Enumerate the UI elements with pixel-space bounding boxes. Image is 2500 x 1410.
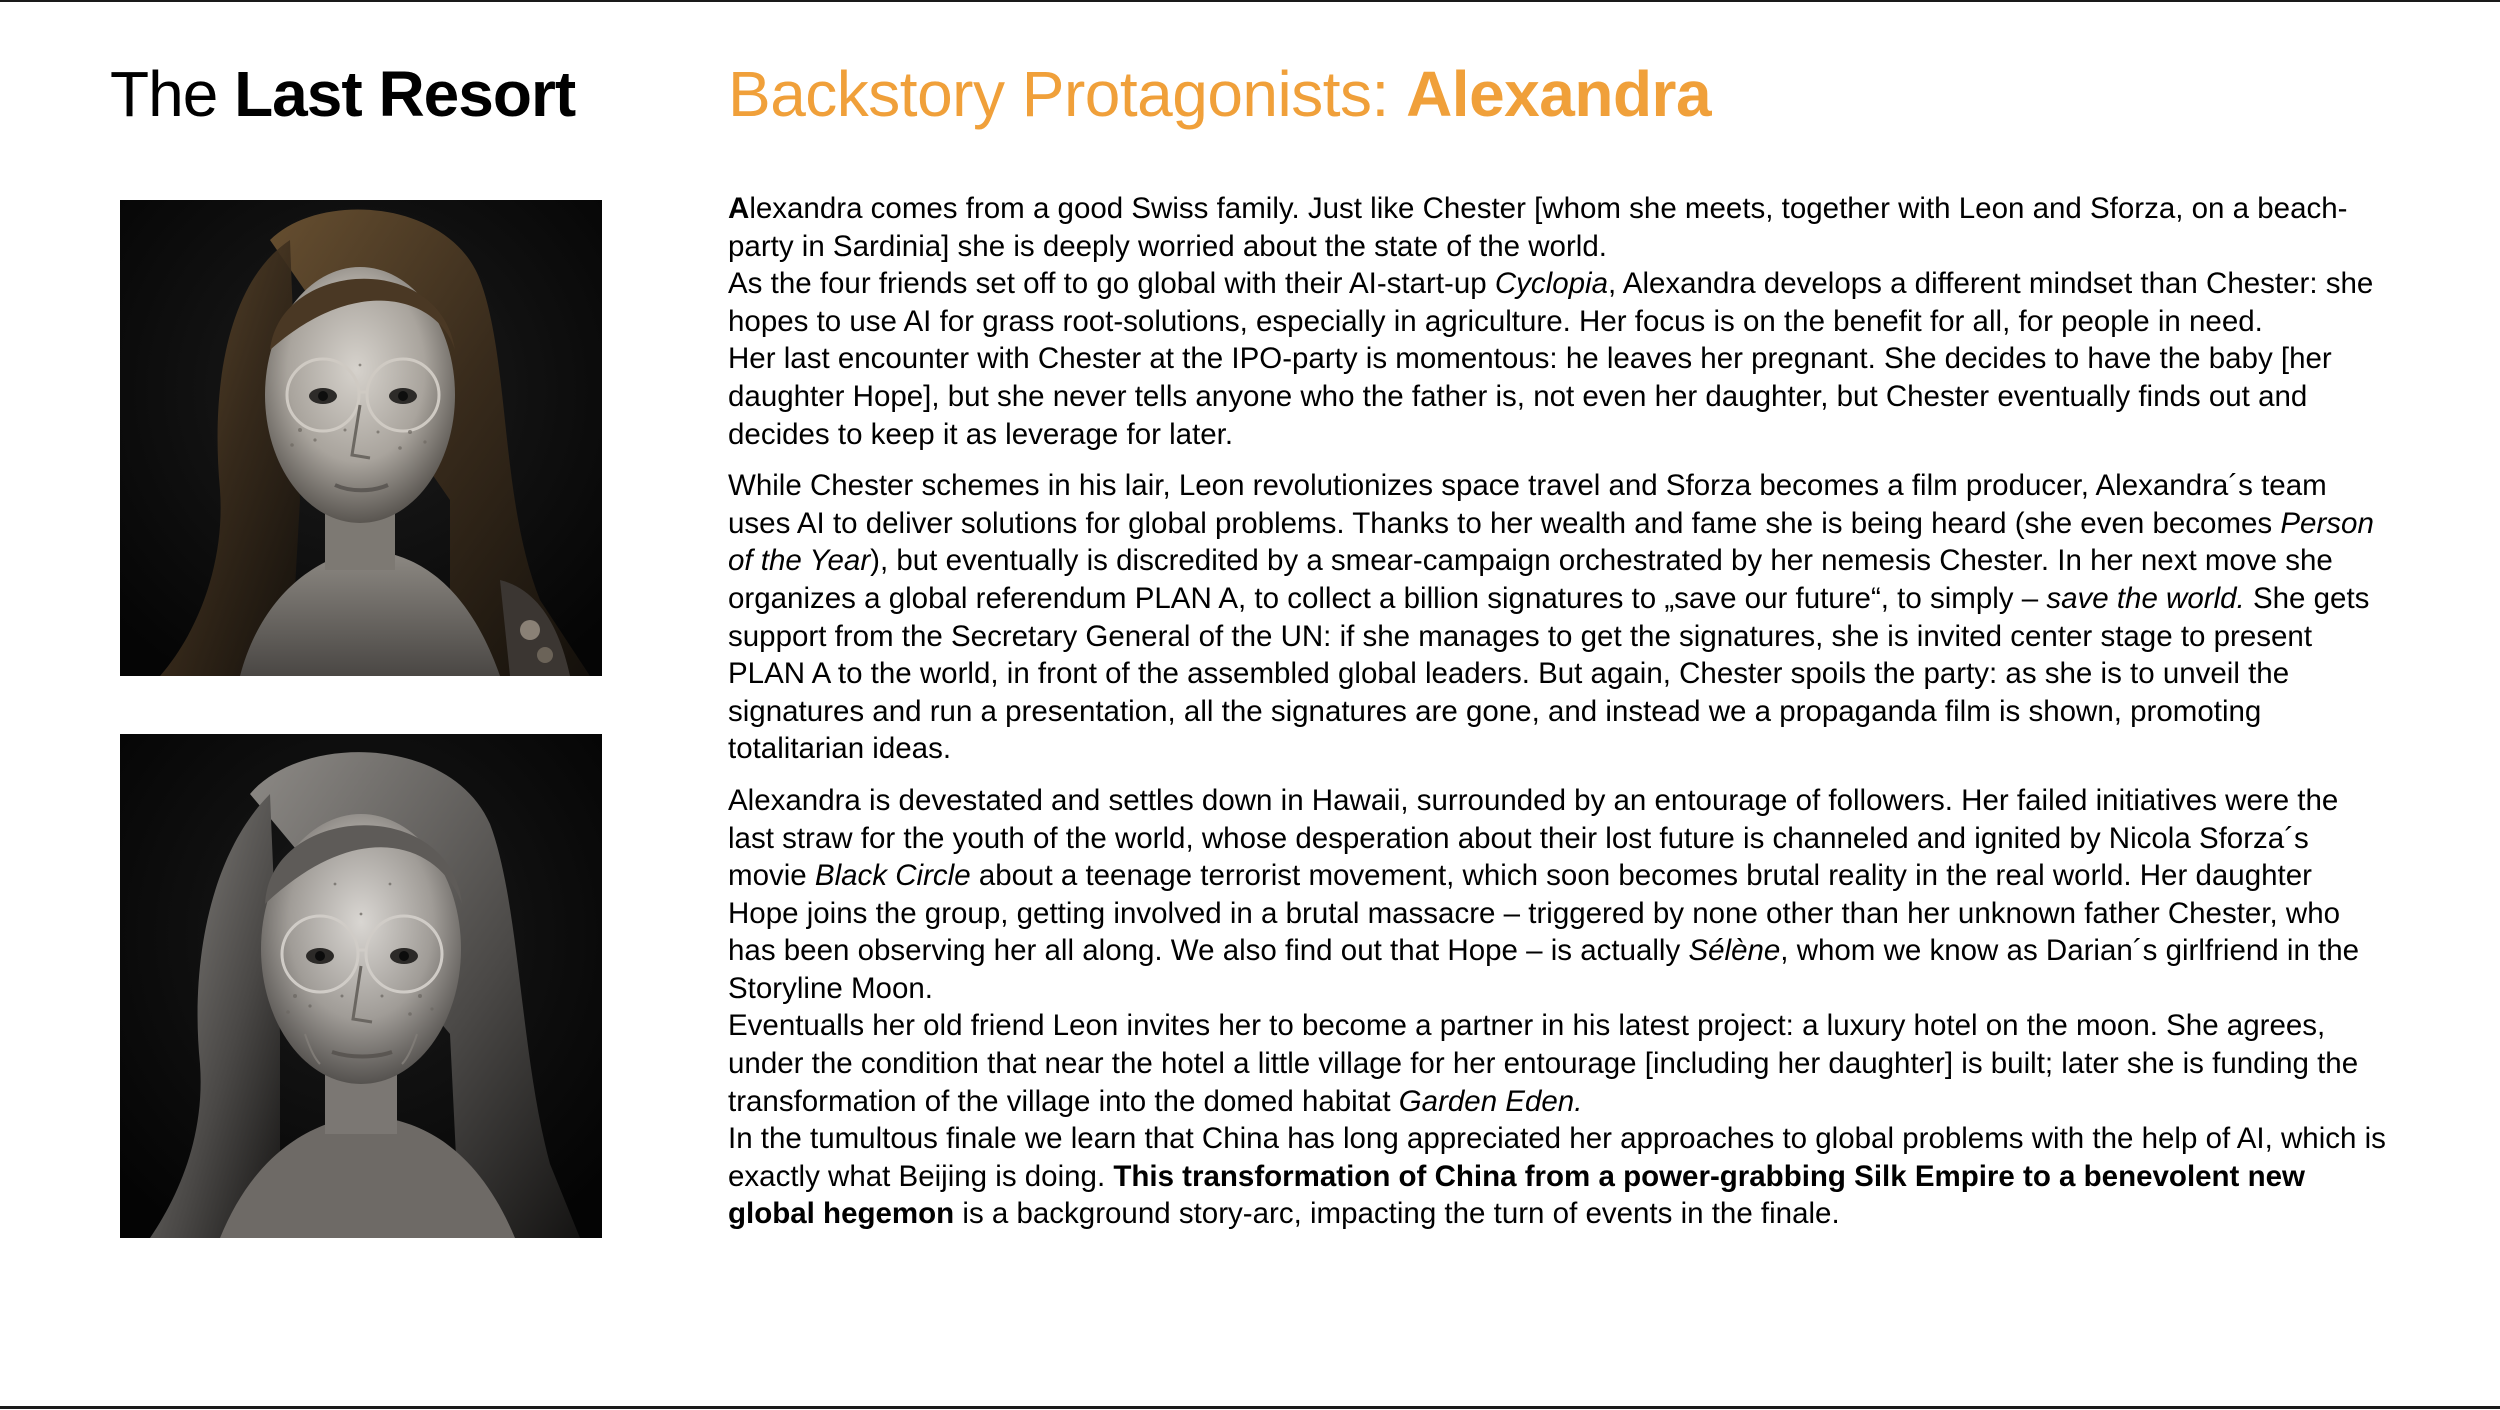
text-run: is a background story-arc, impacting the turn of events in the finale. — [954, 1197, 1840, 1231]
top-border — [0, 0, 2500, 2]
text-run: lexandra comes from a good Swiss family. Just like Chester [whom she meets, together with Leon and Sforza, on a beach-party in Sardinia] she is deeply worried about the state of the world. — [728, 192, 2348, 263]
text-run: In the tumultous finale we learn that China has long appreciated her approaches to global problems with the help of AI, which is exactly what Beijing is doing. — [728, 1122, 2386, 1193]
italic-text: Sélène — [1688, 934, 1781, 968]
protagonist-name: Alexandra — [1406, 58, 1712, 130]
text-run: Eventualls her old friend Leon invites her to become a partner in his latest project: a luxury hotel on the moon. She agrees, under the condition that near the hotel a little village for her entourage [including her daughter] is built; later she is funding the transformation of the village into the domed habitat — [728, 1009, 2359, 1118]
backstory-paragraph-1 — [728, 190, 2388, 453]
italic-text: save the world. — [2046, 581, 2245, 615]
bottom-border — [0, 1406, 2500, 1409]
portrait-young — [120, 200, 602, 676]
backstory-text — [728, 190, 2388, 1247]
italic-text: Black Circle — [814, 859, 971, 893]
page-title — [728, 52, 1711, 136]
deck-title-prefix: The — [110, 58, 235, 130]
text-run: Her last encounter with Chester at the IPO-party is momentous: he leaves her pregnant. She decides to have the baby [her daughter Hope], but she never tells anyone who the father is, not even her daughter, but Chester eventually finds out and decides to keep it as leverage for later. — [728, 342, 2332, 451]
bold-text: A — [728, 192, 750, 225]
text-run: ), but eventually is discredited by a smear-campaign orchestrated by her nemesis Chester. In her next move she organizes a global referendum PLAN A, to collect a billion signatures to „save our future“, to simply – — [728, 544, 2333, 615]
deck-title-emphasis: Last Resort — [234, 58, 576, 130]
text-run: While Chester schemes in his lair, Leon revolutionizes space travel and Sforza becomes a film producer, Alexandra´s team uses AI to deliver solutions for global problems. Thanks to her wealth and fame she is being heard (she even becomes — [728, 469, 2327, 540]
backstory-paragraph-3 — [728, 782, 2388, 1233]
text-run: , Alexandra develops a different mindset than Chester: she hopes to use AI for grass root-solutions, especially in agriculture. Her focus is on the benefit for all, for people in need. — [728, 267, 2374, 338]
text-run: She gets support from the Secretary General of the UN: if she manages to get the signatures, she is invited center stage to present PLAN A to the world, in front of the assembled global leaders. But again, Chester spoils the party: as she is to unveil the signatures and run a presentation, all the signatures are gone, and instead we a propaganda film is shown, promoting totalitarian ideas. — [728, 581, 2370, 766]
text-run: , whom we know as Darian´s girlfriend in the Storyline Moon. — [728, 934, 2360, 1005]
page-title-prefix: Backstory Protagonists: — [728, 58, 1407, 130]
italic-text: Cyclopia — [1494, 267, 1608, 301]
deck-title — [110, 52, 575, 136]
text-run: As the four friends set off to go global with their AI-start-up — [728, 267, 1495, 301]
portrait-older — [120, 734, 602, 1238]
italic-text: Garden Eden. — [1398, 1084, 1583, 1118]
portrait-older-image — [120, 734, 602, 1238]
italic-text: Person of the Year — [728, 506, 2374, 578]
backstory-paragraph-2 — [728, 467, 2388, 768]
portrait-young-image — [120, 200, 602, 676]
text-run: Alexandra is devestated and settles down in Hawaii, surrounded by an entourage of followers. Her failed initiatives were the last straw for the youth of the world, whose desperation about their lost future is channeled and ignited by Nicola Sforza´s movie — [728, 783, 2339, 893]
text-run: about a teenage terrorist movement, which soon becomes brutal reality in the real world. Her daughter Hope joins the group, getting involved in a brutal massacre – triggered by none other than her unknown father Chester, who has been observing her all along. We also find out that Hope – is actually — [728, 859, 2341, 968]
bold-text: This transformation of China from a power-grabbing Silk Empire to a benevolent new global hegemon — [728, 1159, 2305, 1231]
